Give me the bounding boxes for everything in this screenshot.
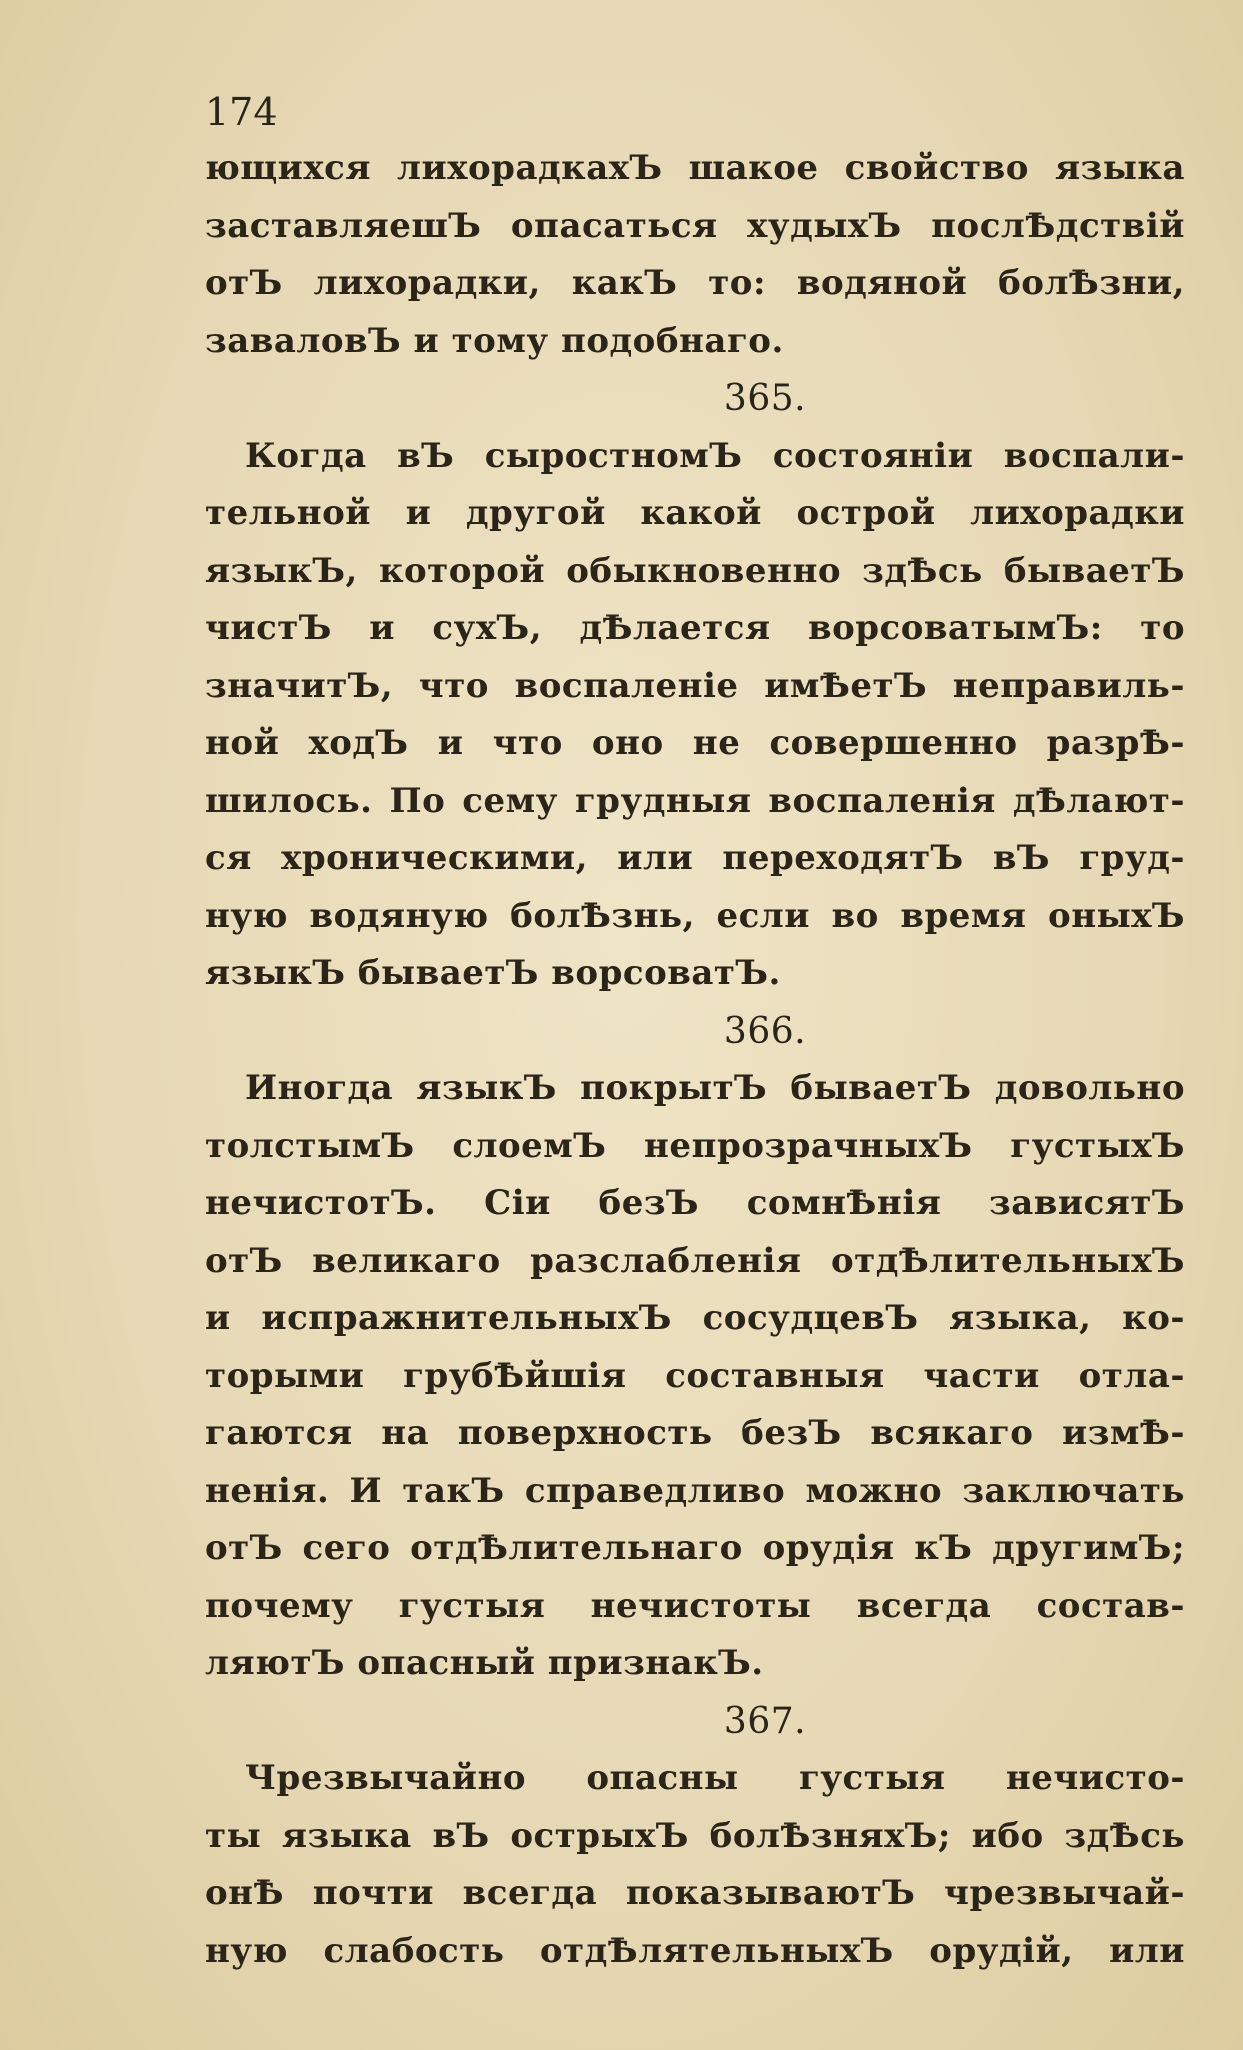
section-number: 366. <box>723 1010 807 1052</box>
text-line: толстымЪ слоемЪ непрозрачныхЪ густыхЪ <box>205 1125 1185 1166</box>
section-number: 365. <box>723 378 807 419</box>
text-line: ненія. И такЪ справедливо можно заключать <box>205 1470 1185 1511</box>
paragraph-first-line: Чрезвычайно опасны густыя нечисто- <box>245 1758 1185 1798</box>
page-text <box>205 140 1185 1980</box>
section-number: 367. <box>723 1700 807 1742</box>
text-line: шилось. По сему грудныя воспаленія дѢлают- <box>205 780 1185 821</box>
text-line: чистЪ и сухЪ, дѢлается ворсоватымЪ: то <box>205 608 1185 648</box>
text-line: торыми грубѢйшія составныя части отла- <box>205 1355 1185 1396</box>
text-line: и испражнительныхЪ сосудцевЪ языка, ко- <box>205 1298 1185 1338</box>
text-line: гаются на поверхность безЪ всякаго измѢ- <box>205 1413 1185 1453</box>
text-line: ющихся лихорадкахЪ шакое свойство языка <box>205 148 1185 188</box>
text-line: тельной и другой какой острой лихорадки <box>205 493 1185 533</box>
text-line: ную слабость отдѢлятельныхЪ орудій, или <box>205 1930 1185 1971</box>
text-line: заставляешЪ опасаться худыхЪ послѢдствій <box>205 205 1185 246</box>
text-line: отЪ великаго разслабленія отдѢлительныхЪ <box>205 1240 1185 1281</box>
text-line: почему густыя нечистоты всегда состав- <box>205 1585 1185 1626</box>
text-line: ляютЪ опасный признакЪ. <box>205 1643 764 1683</box>
text-line: ся хроническими, или переходятЪ вЪ груд- <box>205 838 1185 878</box>
text-line: значитЪ, что воспаленіе имѢетЪ неправиль- <box>205 665 1185 706</box>
paragraph-first-line: Иногда языкЪ покрытЪ бываетЪ довольно <box>245 1068 1185 1108</box>
text-line: языкЪ бываетЪ ворсоватЪ. <box>205 953 781 993</box>
paragraph-first-line: Когда вЪ сыростномЪ состояніи воспали- <box>245 435 1185 476</box>
text-line: заваловЪ и тому подобнаго. <box>205 320 784 361</box>
text-line: онѢ почти всегда показываютЪ чрезвычай- <box>205 1873 1185 1913</box>
text-line: ную водяную болѢзнь, если во время оныхЪ <box>205 895 1185 936</box>
text-line: ты языка вЪ острыхЪ болѢзняхЪ; ибо здѢсь <box>205 1815 1185 1856</box>
page-number: 174 <box>205 90 278 134</box>
text-line: языкЪ, которой обыкновенно здѢсь бываетЪ <box>205 550 1185 591</box>
text-line: отЪ лихорадки, какЪ то: водяной болѢзни, <box>205 263 1185 303</box>
text-line: ной ходЪ и что оно не совершенно разрѢ- <box>205 723 1185 763</box>
text-line: нечистотЪ. Сіи безЪ сомнѢнія зависятЪ <box>205 1183 1185 1223</box>
text-line: отЪ сего отдѢлительнаго орудія кЪ другимЪ; <box>205 1528 1185 1568</box>
